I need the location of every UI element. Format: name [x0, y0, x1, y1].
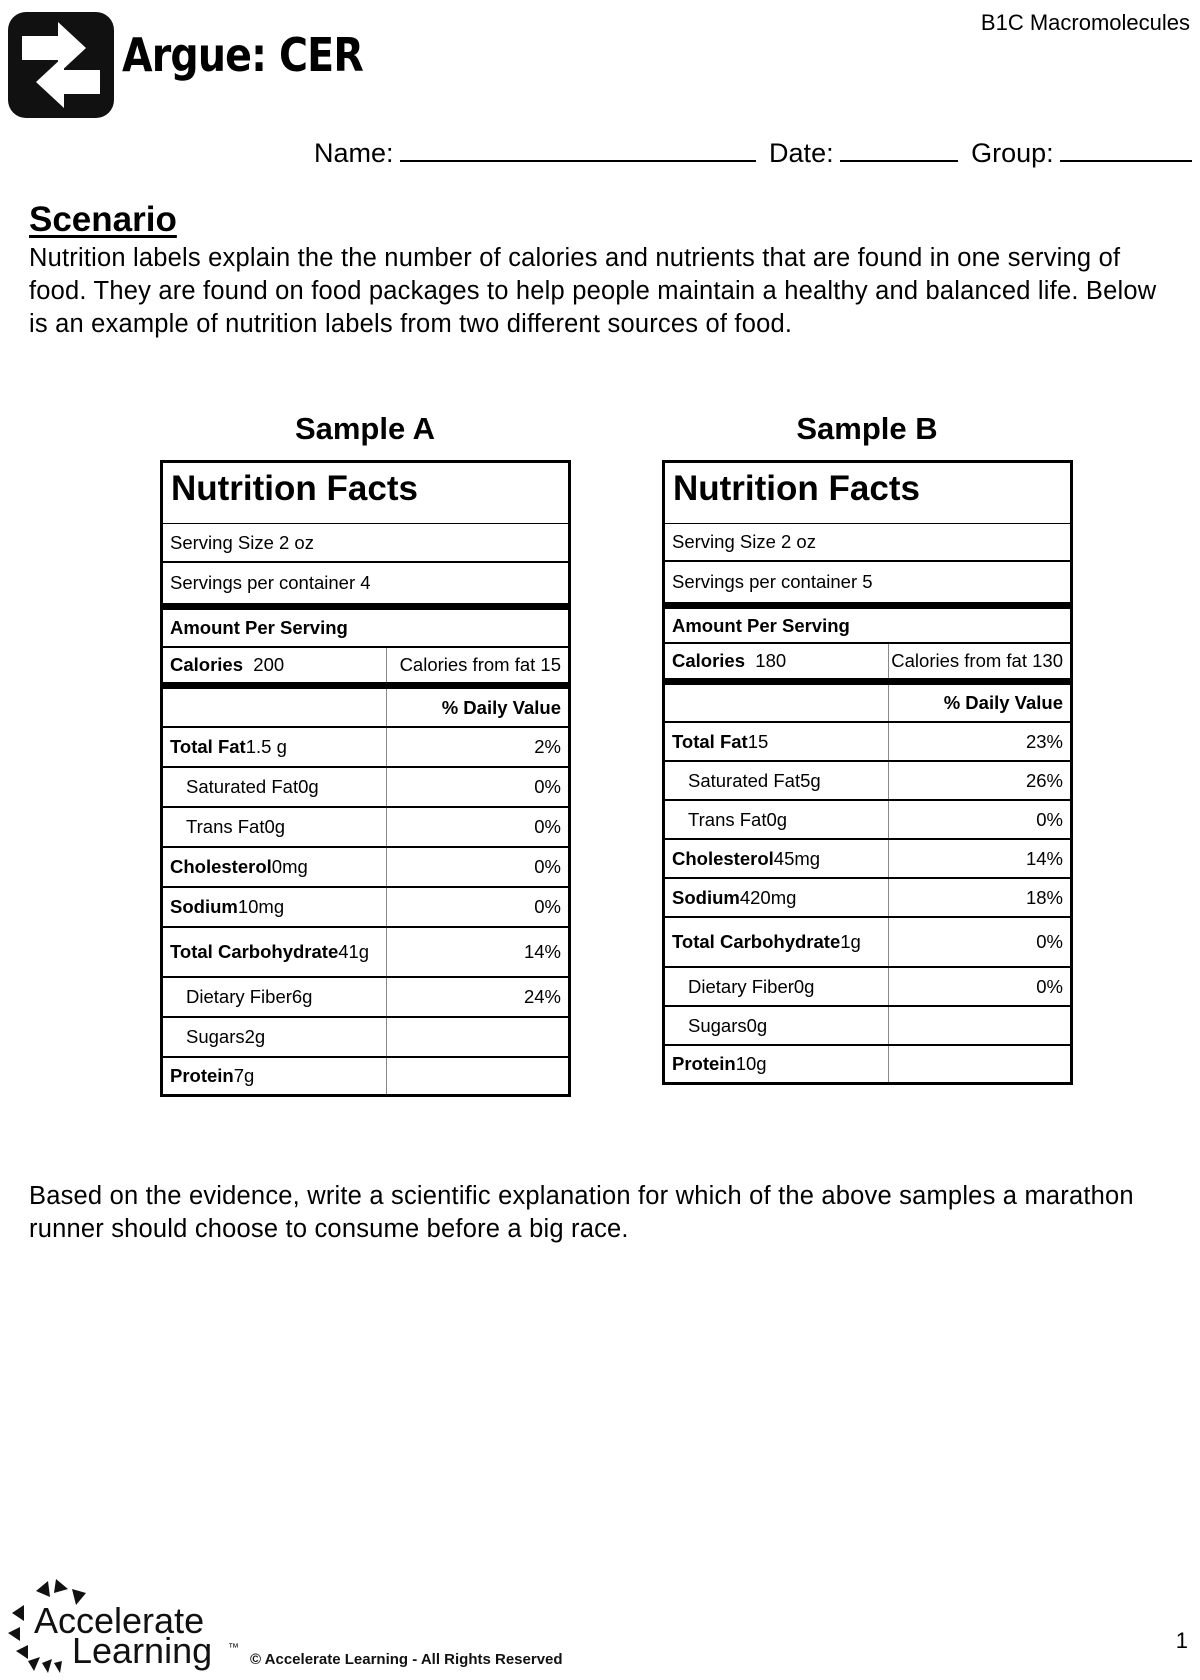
- nutrient-row: [163, 768, 568, 808]
- nutrient-row: [163, 1058, 568, 1094]
- nutrient-amount: 420mg: [739, 886, 797, 908]
- nutrient-row: [163, 928, 568, 978]
- nutrient-label: Sodium: [170, 896, 238, 917]
- nutrient-label: Total Fat: [672, 730, 748, 752]
- daily-value: 0%: [1036, 975, 1063, 997]
- amount-per-serving: Amount Per Serving: [665, 609, 1070, 644]
- nutrient-amount: 7g: [233, 1065, 255, 1086]
- nutrient-row: [665, 723, 1070, 762]
- daily-value-header: % Daily Value: [665, 685, 1070, 723]
- nutrient-amount: 45mg: [773, 847, 821, 869]
- nutrient-label: Total Fat: [170, 736, 246, 757]
- nutrient-amount: 6g: [291, 986, 313, 1007]
- nutrient-row: [163, 978, 568, 1018]
- nutrient-amount: 0g: [746, 1014, 768, 1036]
- nutrient-label: Protein: [170, 1065, 234, 1086]
- nutrient-label: Total Carbohydrate: [170, 941, 339, 962]
- nutrient-amount: 10mg: [237, 896, 285, 917]
- date-label: Date:: [769, 138, 834, 168]
- sample-b-title: Sample B: [796, 411, 938, 446]
- nutrient-label: Trans Fat: [688, 808, 767, 830]
- nutrient-label: Trans Fat: [186, 816, 265, 837]
- copyright: © Accelerate Learning - All Rights Reserved: [250, 1651, 563, 1668]
- question-prompt: Based on the evidence, write a scientific explanation for which of the above samples a marathon runner should choose to consume before a big race.: [29, 1182, 1134, 1243]
- nutrient-row: [665, 968, 1070, 1007]
- nutrient-amount: 15: [747, 730, 769, 752]
- daily-value: 2%: [534, 736, 561, 757]
- scenario-text: Nutrition labels explain the the number of calories and nutrients that are found in one serving of food. They are found on food packages to help people maintain a healthy and balanced life. Below is an example of nutrition labels from two different sources of food.: [29, 244, 1157, 338]
- page-number: 1: [1175, 1628, 1188, 1653]
- nutrient-label: Dietary Fiber: [688, 975, 794, 997]
- daily-value: 0%: [534, 776, 561, 797]
- servings-per-container: Servings per container 4: [163, 563, 568, 610]
- nutrient-label: Sodium: [672, 886, 740, 908]
- servings-per-container: Servings per container 5: [665, 562, 1070, 609]
- daily-value-header: % Daily Value: [163, 689, 568, 728]
- daily-value: 24%: [523, 986, 561, 1007]
- nutrient-row: [163, 728, 568, 768]
- nutrient-row: [163, 1018, 568, 1058]
- brand-line1: Accelerate: [34, 1600, 205, 1641]
- daily-value: 0%: [1036, 931, 1063, 952]
- nutrient-row: [665, 762, 1070, 801]
- calories-row: Calories 180 Calories from fat 130: [665, 644, 1070, 685]
- nutrition-facts-title: Nutrition Facts: [665, 463, 1070, 524]
- nutrient-label: Cholesterol: [170, 856, 272, 877]
- nutrition-label-b: [662, 460, 1073, 1085]
- nutrient-amount: 0mg: [271, 856, 308, 877]
- daily-value: 14%: [523, 941, 561, 962]
- nutrient-rows: [163, 728, 568, 1094]
- nutrient-label: Saturated Fat: [688, 769, 801, 791]
- nutrient-label: Sugars: [688, 1014, 747, 1036]
- accelerate-learning-logo: [6, 1575, 586, 1675]
- daily-value: 0%: [1036, 808, 1063, 830]
- serving-size: Serving Size 2 oz: [665, 524, 1070, 562]
- nutrient-row: [665, 918, 1070, 968]
- unit-label: B1C Macromolecules: [980, 10, 1190, 35]
- nutrient-label: Saturated Fat: [186, 776, 299, 797]
- page-title: Argue: CER: [122, 28, 363, 82]
- calories-row: Calories 200 Calories from fat 15: [163, 648, 568, 689]
- nutrient-amount: 0g: [766, 808, 788, 830]
- nutrient-amount: 0g: [264, 816, 286, 837]
- nutrient-row: [163, 848, 568, 888]
- nutrient-row: [665, 840, 1070, 879]
- daily-value: 18%: [1025, 886, 1063, 908]
- nutrient-label: Sugars: [186, 1026, 245, 1047]
- nutrient-amount: 1g: [840, 931, 861, 952]
- group-field[interactable]: [1060, 134, 1192, 162]
- nutrient-row: [665, 1046, 1070, 1082]
- nutrient-amount: 0g: [298, 776, 319, 797]
- name-label: Name:: [314, 138, 394, 168]
- sample-a-title: Sample A: [294, 411, 436, 446]
- nutrient-label: Dietary Fiber: [186, 986, 292, 1007]
- nutrient-label: Total Carbohydrate: [672, 931, 841, 952]
- student-info-line: [314, 134, 1198, 169]
- daily-value: 0%: [534, 816, 561, 837]
- nutrient-rows: [665, 723, 1070, 1082]
- arrows-exchange-icon: [6, 10, 116, 120]
- brand-line2: Learning: [72, 1630, 213, 1671]
- serving-size: Serving Size 2 oz: [163, 524, 568, 563]
- nutrient-row: [163, 888, 568, 928]
- scenario-heading: Scenario: [29, 200, 177, 239]
- daily-value: 0%: [534, 856, 561, 877]
- nutrient-amount: 2g: [244, 1026, 266, 1047]
- nutrient-amount: 5g: [800, 769, 821, 791]
- nutrient-amount: 10g: [735, 1053, 767, 1074]
- group-label: Group:: [971, 138, 1054, 168]
- nutrient-amount: 1.5 g: [245, 736, 287, 757]
- nutrient-amount: 41g: [338, 941, 370, 962]
- nutrient-amount: 0g: [793, 975, 815, 997]
- trademark: ™: [228, 1642, 239, 1654]
- nutrition-facts-title: Nutrition Facts: [163, 463, 568, 524]
- daily-value: 26%: [1025, 769, 1063, 791]
- nutrient-row: [665, 801, 1070, 840]
- nutrient-row: [665, 879, 1070, 918]
- name-field[interactable]: [400, 134, 756, 162]
- nutrient-row: [665, 1007, 1070, 1046]
- nutrient-label: Cholesterol: [672, 847, 774, 869]
- amount-per-serving: Amount Per Serving: [163, 610, 568, 648]
- nutrient-row: [163, 808, 568, 848]
- date-field[interactable]: [840, 134, 958, 162]
- daily-value: 23%: [1025, 730, 1063, 752]
- daily-value: 0%: [534, 896, 561, 917]
- nutrient-label: Protein: [672, 1053, 736, 1074]
- nutrition-label-a: [160, 460, 571, 1097]
- daily-value: 14%: [1025, 847, 1063, 869]
